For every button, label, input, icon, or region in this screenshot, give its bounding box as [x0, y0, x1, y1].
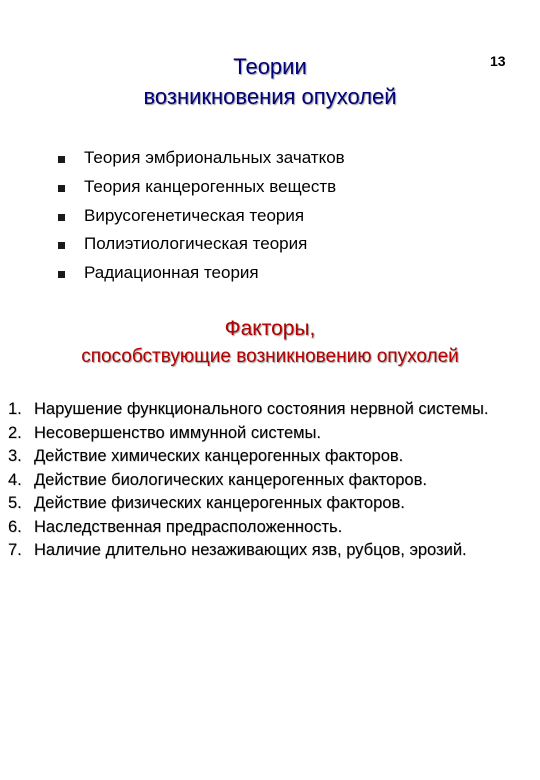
factor-number: 6. [8, 517, 22, 536]
factor-number: 4. [8, 470, 22, 489]
theory-item-text: Теория эмбриональных зачатков [84, 148, 345, 167]
factors-list [8, 398, 533, 563]
factor-item [8, 422, 533, 446]
theory-item [58, 259, 345, 288]
factor-item [8, 445, 533, 469]
factor-number: 3. [8, 447, 22, 465]
theory-item [58, 173, 345, 202]
factor-item [8, 469, 533, 493]
theory-item-text: Полиэтиологическая теория [84, 234, 308, 254]
theories-title-line1: Теории [233, 54, 307, 79]
factor-item [8, 516, 533, 540]
theory-item-text: Теория канцерогенных веществ [84, 176, 337, 196]
square-bullet-icon [58, 242, 65, 249]
square-bullet-icon [58, 185, 65, 192]
square-bullet-icon [58, 271, 65, 278]
factor-number: 5. [8, 494, 22, 512]
factor-text: Действие биологических канцерогенных факторов. [34, 470, 427, 489]
square-bullet-icon [58, 156, 65, 163]
theory-item-text: Радиационная теория [84, 263, 259, 283]
factor-item [8, 492, 533, 516]
factor-number: 1. [8, 400, 22, 418]
factor-text: Наследственная предрасположенность. [34, 517, 343, 536]
factors-title-line2: способствующие возникновению опухолей [81, 346, 459, 367]
theories-title-line2: возникновения опухолей [143, 84, 397, 109]
theory-item [58, 144, 345, 173]
factor-text: Наличие длительно незаживающих язв, рубцов, эрозий. [34, 541, 467, 559]
factor-number: 7. [8, 541, 22, 559]
factor-item [8, 539, 533, 563]
factor-text: Действие химических канцерогенных факторов. [34, 447, 404, 465]
theory-item [58, 202, 345, 231]
factor-number: 2. [8, 423, 22, 442]
theory-item [58, 230, 345, 259]
theories-list [58, 144, 345, 288]
theories-title [30, 52, 510, 112]
factor-text: Действие физических канцерогенных факторов. [34, 494, 405, 512]
theory-item-text: Вирусогенетическая теория [84, 205, 305, 225]
factor-item [8, 398, 533, 422]
square-bullet-icon [58, 214, 65, 221]
factor-text: Несовершенство иммунной системы. [34, 423, 321, 442]
factor-text: Нарушение функционального состояния нервной системы. [34, 400, 489, 418]
slide-number: 13 [490, 53, 506, 69]
factors-title [0, 315, 540, 371]
factors-title-line1: Факторы, [224, 317, 316, 340]
